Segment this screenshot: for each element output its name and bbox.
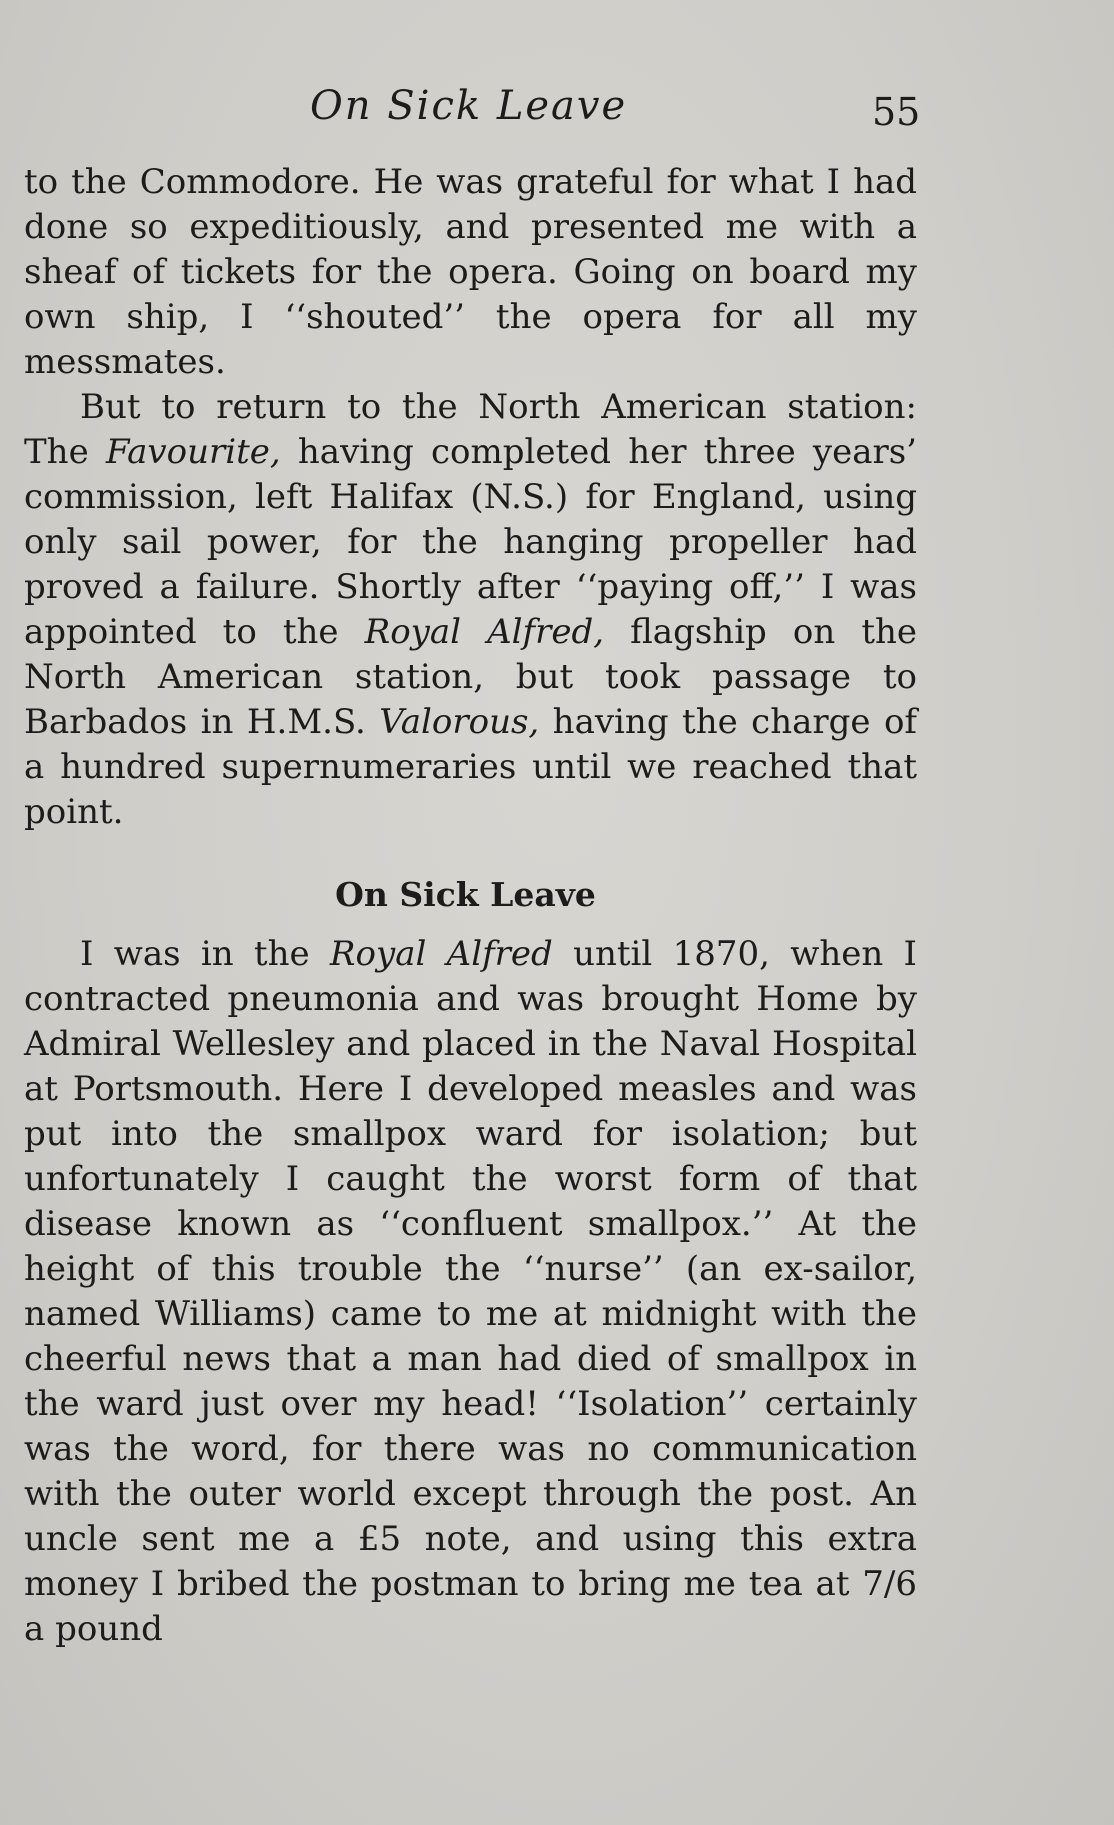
paragraph-text: flagship on the North American station, but took passage to Barbados in H.M.S. bbox=[24, 612, 918, 742]
paragraph-text: having completed her three years’ commission, left Halifax (N.S.) for England, using only sail power, for the hanging propeller had proved a failure. Shortly after ‘‘paying off,’’ I was appointed to the bbox=[24, 432, 917, 652]
page-number: 55 bbox=[872, 90, 921, 134]
ship-name-valorous: Valorous, bbox=[379, 702, 540, 742]
paragraph-text: until 1870, when I contracted pneumonia and was brought Home by Admiral Wellesley and placed in the Naval Hospital at Portsmouth. Here I developed measles and was put into the smallpox ward for isolation; but unfortunately I caught the worst form of that disease known as ‘‘confluent smallpox.’’ At the height of this trouble the ‘‘nurse’’ (an ex-sailor, named Williams) came to me at midnight with the cheerful news that a man had died of smallpox in the ward just over my head! ‘‘Isolation’’ certainly was the word, for there was no communication with the outer world except through the post. An uncle sent me a £5 note, and using this extra money I bribed the postman to bring me tea at 7/6 a pound bbox=[24, 934, 917, 1649]
running-title: On Sick Leave bbox=[310, 83, 628, 129]
paragraph-north-american-station bbox=[24, 385, 917, 835]
paragraph-text: having the charge of a hundred supernumeraries until we reached that point. bbox=[24, 702, 917, 832]
paragraph-text: I was in the bbox=[80, 934, 330, 974]
body-text bbox=[24, 160, 917, 1652]
paragraph-text: But to return to the North American station: The bbox=[24, 387, 917, 472]
paragraph-sick-leave bbox=[24, 932, 917, 1652]
paragraph-continuation bbox=[24, 160, 917, 385]
running-head bbox=[0, 78, 1114, 138]
ship-name-favourite: Favourite, bbox=[105, 432, 281, 472]
ship-name-royal-alfred: Royal Alfred, bbox=[364, 612, 605, 652]
section-heading: On Sick Leave bbox=[335, 875, 596, 914]
ship-name-royal-alfred: Royal Alfred bbox=[329, 934, 553, 974]
paragraph-text: to the Commodore. He was grateful for what I had done so expeditiously, and presented me with a sheaf of tickets for the opera. Going on board my own ship, I ‘‘shouted’’ the opera for all my messmates. bbox=[24, 162, 917, 382]
